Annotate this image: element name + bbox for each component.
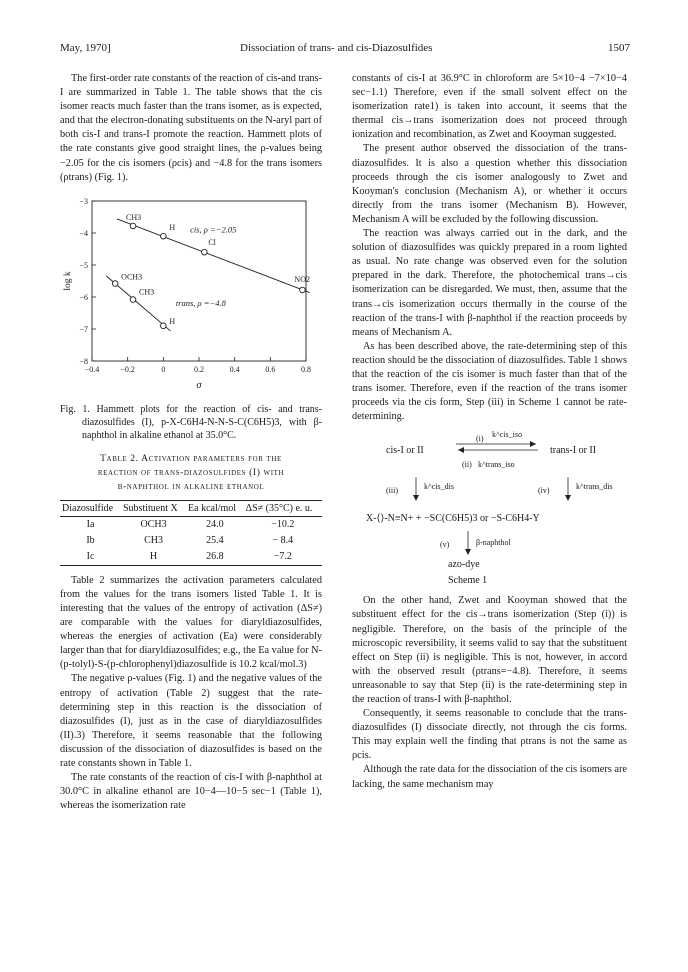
- figure-caption: Fig. 1. Hammett plots for the reaction of cis- and trans-diazosulfides (I), p-X-C6H4-N-N-S-C(C6H5)3, with β-naphthol in alkaline ethanol at 35.0°C.: [60, 403, 322, 441]
- paragraph: Consequently, it seems reasonable to conclude that the trans-diazosulfides (I) dissociate directly, not through the cis forms. This may explain well the finding that ρtrans is not the same as ρcis.: [352, 708, 627, 762]
- table-title: Table 2. Activation parameters for the reaction of trans-diazosulfides (I) with β-naphthol in alkaline ethanol: [97, 452, 285, 492]
- x-axis-label: σ: [196, 379, 202, 391]
- point-label: NO2: [294, 274, 310, 284]
- rate-constant-label: k^trans_dis: [576, 482, 613, 492]
- data-point: [161, 233, 167, 239]
- header-date: May, 1970]: [60, 42, 111, 54]
- product-label: azo-dye: [448, 559, 480, 571]
- x-tick-label: 0: [161, 364, 166, 374]
- point-label: H: [169, 316, 176, 326]
- scheme-caption: Scheme 1: [448, 575, 488, 587]
- rate-constant-label: k^trans_iso: [478, 460, 515, 470]
- data-point: [202, 249, 208, 255]
- dissociation-products: X-⟨⟩-N≡N+ + −SC(C6H5)3 or −S-C6H4-Y: [366, 513, 540, 525]
- paragraph: Table 2 summarizes the activation parameters calculated from the values for the trans isomers listed Table 1. It is interesting that the values of the entropy of activation (ΔS≠) are comparable with the values for diaryldiazosulfides, whereas the energies of activation (Ea) were considerably larger than that for diaryldiazosulfides; e.g., the Ea value for N-(p-tolyl)-S-(p-chlorophenyl)diazosulfide is 10.2 kcal/mol.3): [60, 574, 322, 671]
- series-label: cis, ρ =−2.05: [190, 224, 237, 235]
- step-label: (v): [440, 540, 450, 550]
- y-tick-label: −7: [79, 324, 88, 334]
- point-label: CH3: [139, 287, 155, 297]
- table-row: Ib CH3 25.4 − 8.4: [86, 534, 294, 546]
- paragraph: constants of cis-I at 36.9°C in chloroform are 5×10−4 −7×10−4 sec−1.1) Therefore, even if the small solvent effect on the isomerization rate1) is taken into account, it seems that the thermal cis→trans isomerization does not proceed through ionization and recombination, as Zwet and Kooyman suggested.: [352, 73, 627, 141]
- column-header: Ea kcal/mol: [186, 500, 244, 516]
- rate-constant-label: k^cis_iso: [492, 430, 522, 440]
- series-label: trans, ρ =−4.8: [175, 297, 226, 308]
- down-arrow: [464, 530, 472, 556]
- x-tick-label: 0.8: [301, 364, 311, 374]
- point-label: OCH3: [121, 272, 143, 282]
- reagent-label: β-naphthol: [476, 538, 511, 548]
- column-header: Diazosulfide: [60, 500, 121, 516]
- paragraph: Although the rate data for the dissociation of the cis isomers are lacking, the same mechanism may: [352, 764, 627, 790]
- paragraph: The negative ρ-values (Fig. 1) and the negative values of the entropy of activation (Table 2) suggest that the rate-determining step in this reaction is the dissociation of diazosulfides (I), just as in the case of diaryldiazosulfides (II).3) Therefore, it seems reasonable that the following discussion of the dissociation of diazosulfides is based on the rate constants shown in Table 1.: [60, 673, 322, 769]
- step-label: (iv): [538, 486, 550, 496]
- hammett-plot: [60, 191, 322, 401]
- activation-table: [60, 500, 322, 566]
- point-label: CH3: [126, 212, 142, 222]
- table-row: Ia OCH3 24.0 −10.2: [86, 518, 295, 530]
- right-column: [352, 72, 627, 792]
- y-tick-label: −8: [79, 356, 88, 366]
- page-number: 1507: [608, 42, 630, 54]
- data-point: [300, 287, 306, 293]
- x-tick-label: 0.2: [194, 364, 204, 374]
- y-axis-label: log k: [63, 271, 73, 291]
- point-label: Cl: [208, 237, 216, 247]
- equilibrium-arrows: [452, 438, 542, 458]
- y-tick-label: −5: [79, 260, 88, 270]
- x-tick-label: 0.6: [265, 364, 276, 374]
- data-point: [130, 297, 136, 303]
- y-tick-label: −6: [79, 292, 88, 302]
- left-column: [60, 72, 322, 813]
- paragraph: On the other hand, Zwet and Kooyman showed that the substituent effect for the cis→trans isomerization (Step (i)) is negligible. Therefore, on the basis of the principle of the microscopic reversibility, it seems valid to say that the substituent effect on Step (ii) is negligible. This is not, however, in accord with the observed result (ρtrans=−4.8). Therefore, it seems unreasonable to say that Step (ii) is the rate-determining step in the reaction of trans-I with β-naphthol.: [352, 595, 627, 705]
- paragraph: The present author observed the dissociation of the trans-diazosulfides. It is also a question whether this dissociation proceeds through the cis isomer analogously to Zwet and Kooyman's conclusion (Mechanism A), or whether it occurs directly from the trans isomer (Mechanism B). However, Mechanism A will be excluded by the following discussion.: [352, 143, 627, 225]
- y-tick-label: −3: [79, 196, 88, 206]
- header-title: Dissociation of trans- and cis-Diazosulfides: [240, 42, 433, 54]
- table-row: Ic H 26.8 −7.2: [60, 549, 322, 566]
- point-label: H: [169, 222, 176, 232]
- paragraph: As has been described above, the rate-determining step of this reaction should be the dissociation of diazosulfides. Table 1 shows that the reaction of the cis isomer is much faster than that of the trans isomer. Therefore, even if the reaction of the trans isomer proceeds via the cis form, Step (iii) in Scheme 1 cannot be rate-determining.: [352, 340, 627, 423]
- x-tick-label: 0.4: [229, 364, 240, 374]
- step-label: (iii): [386, 486, 398, 496]
- paragraph: The reaction was always carried out in the dark, and the solution of diazosulfides was quickly prepared in a room lighted as usual. No rate change was observed even for the solution prepared in the dark. Therefore, the photochemical trans→cis isomerization can be disregarded. We must, then, assume that the trans→cis isomerization occurs thermally in the course of the reaction of the trans-I with β-naphthol if the reaction proceeds by means of Mechanism A.: [352, 228, 627, 338]
- y-tick-label: −4: [79, 228, 88, 238]
- trans-species: trans-I or II: [550, 445, 597, 457]
- scheme-1: [352, 424, 627, 586]
- paragraph: The rate constants of the reaction of cis-I with β-naphthol at 30.0°C in alkaline ethanol are 10−4—10−5 sec−1 (Table 1), whereas the isomerization rate: [60, 772, 322, 812]
- cis-species: cis-I or II: [386, 445, 424, 457]
- data-point: [161, 323, 167, 329]
- rate-constant-label: k^cis_dis: [424, 482, 454, 492]
- x-tick-label: −0.2: [120, 364, 135, 374]
- paragraph: The first-order rate constants of the reaction of cis-and trans-I are summarized in Table 1. The table shows that the cis isomer reacts much faster than the trans isomer, as is expected, and that the electron-donating substituents on the N-aryl part of both cis-I and trans-I promote the reaction. Hammett plots of the rate constants give good straight lines, the ρ-values being −2.05 for the cis isomers (ρcis) and −4.8 for the trans isomers (ρtrans) (Fig. 1).: [60, 73, 322, 183]
- x-tick-label: −0.4: [84, 364, 100, 374]
- data-point: [112, 281, 118, 287]
- column-header: ΔS≠ (35°C) e. u.: [244, 500, 322, 516]
- down-arrow: [564, 476, 572, 502]
- step-label: (ii): [462, 460, 472, 470]
- down-arrow: [412, 476, 420, 502]
- column-header: Substituent X: [121, 500, 186, 516]
- data-point: [130, 223, 136, 229]
- page-header: [60, 42, 630, 58]
- step-label: (i): [476, 434, 484, 444]
